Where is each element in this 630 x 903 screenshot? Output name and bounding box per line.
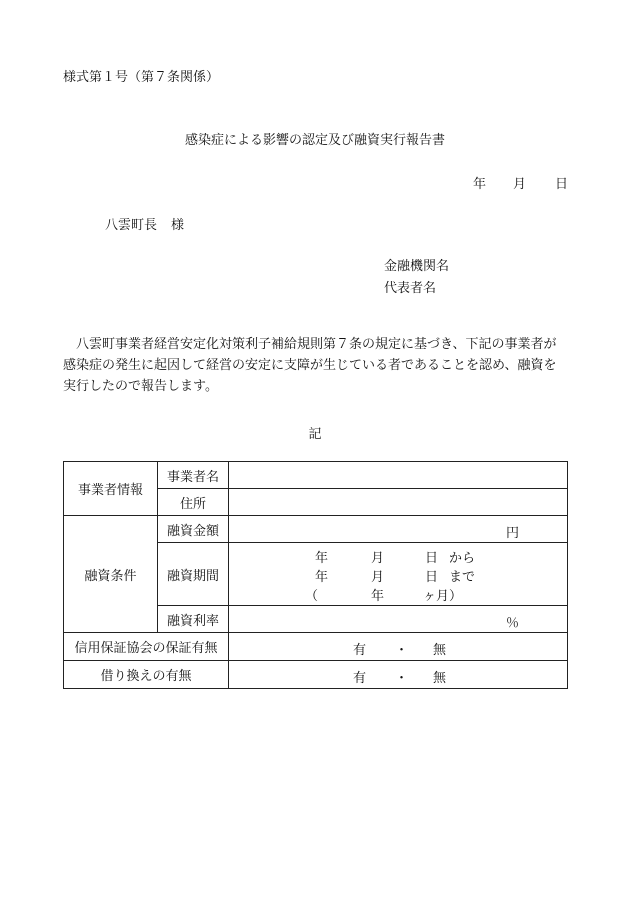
body-text (63, 334, 569, 397)
address-field[interactable] (229, 489, 568, 516)
date-day-label: 日 (555, 177, 569, 192)
guarantee-yes-option[interactable]: 有 (353, 643, 367, 658)
business-name-label: 事業者名 (158, 462, 229, 489)
table-row (64, 661, 568, 689)
representative-name-label: 代表者名 (384, 281, 437, 296)
guarantee-label: 信用保証協会の保証有無 (64, 633, 229, 661)
ki-heading: 記 (308, 427, 322, 442)
period-from-line (229, 546, 567, 565)
period-to-day: 日 (425, 569, 439, 585)
table-row (64, 516, 568, 543)
address-label: 住所 (158, 489, 229, 516)
period-to-month: 月 (371, 569, 385, 585)
refinance-yes-option[interactable]: 有 (353, 671, 367, 686)
date-month-label: 月 (513, 177, 527, 192)
period-duration-year: 年 (371, 588, 385, 604)
period-open-paren: （ (305, 588, 319, 604)
refinance-separator: ・ (395, 671, 409, 686)
percent-unit: ％ (505, 616, 519, 631)
details-table (63, 461, 568, 689)
refinance-no-option[interactable]: 無 (433, 671, 447, 686)
period-from-day: 日 (425, 550, 439, 566)
yen-unit: 円 (505, 526, 519, 541)
guarantee-choice[interactable] (229, 633, 568, 661)
body-line: 感染症の発生に起因して経営の安定に支障が生じている者であることを認め、融資を (63, 358, 557, 373)
business-name-field[interactable] (229, 462, 568, 489)
body-line: 実行したので報告します。 (63, 379, 218, 394)
guarantee-separator: ・ (395, 643, 409, 658)
period-from-year: 年 (315, 550, 329, 566)
loan-period-label: 融資期間 (158, 543, 229, 606)
form-number: 様式第１号（第７条関係） (63, 70, 220, 85)
loan-period-field[interactable] (229, 543, 568, 606)
period-from-label: から (449, 550, 476, 566)
interest-rate-label: 融資利率 (158, 606, 229, 633)
table-row (64, 633, 568, 661)
addressee-name: 八雲町長 (105, 218, 158, 233)
loan-amount-label: 融資金額 (158, 516, 229, 543)
period-to-label: まで (449, 569, 476, 585)
period-from-month: 月 (371, 550, 385, 566)
table-row (64, 462, 568, 489)
interest-rate-field[interactable] (229, 606, 568, 633)
institution-name-label: 金融機関名 (384, 259, 450, 274)
date-year-label: 年 (473, 177, 487, 192)
period-duration-line (229, 584, 567, 603)
loan-terms-label: 融資条件 (64, 516, 158, 633)
loan-amount-field[interactable] (229, 516, 568, 543)
period-to-line (229, 565, 567, 584)
refinance-choice[interactable] (229, 661, 568, 689)
refinance-label: 借り換えの有無 (64, 661, 229, 689)
document-title: 感染症による影響の認定及び融資実行報告書 (184, 133, 445, 148)
addressee-honorific: 様 (171, 218, 185, 233)
body-line: 八雲町事業者経営安定化対策利子補給規則第７条の規定に基づき、下記の事業者が (76, 337, 557, 352)
period-to-year: 年 (315, 569, 329, 585)
addressee (105, 214, 184, 233)
business-info-label: 事業者情報 (64, 462, 158, 516)
period-duration-months: ヶ月） (423, 588, 463, 604)
guarantee-no-option[interactable]: 無 (433, 643, 447, 658)
